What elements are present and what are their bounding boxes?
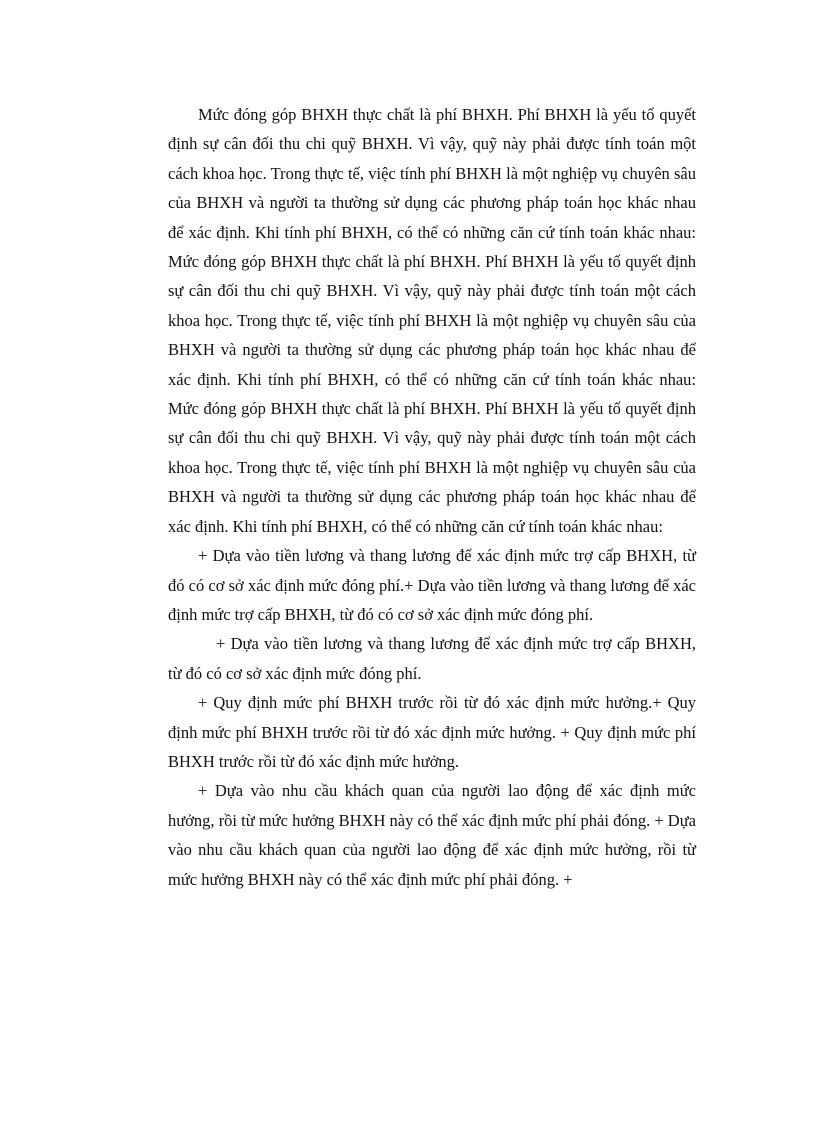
paragraph-salary-basis-repeat: + Dựa vào tiền lương và thang lương để xác định mức trợ cấp BHXH, từ đó có cơ sở xác định mức đóng phí. [168, 634, 696, 683]
document-body [168, 100, 696, 894]
paragraph-salary-basis: + Dựa vào tiền lương và thang lương để xác định mức trợ cấp BHXH, từ đó có cơ sở xác định mức đóng phí.+ Dựa vào tiền lương và thang lương để xác định mức trợ cấp BHXH, từ đó có cơ sở xác định mức đóng phí. [168, 546, 696, 624]
paragraph-intro: Mức đóng góp BHXH thực chất là phí BHXH. Phí BHXH là yếu tố quyết định sự cân đối thu chi quỹ BHXH. Vì vậy, quỹ này phải được tính toán một cách khoa học. Trong thực tế, việc tính phí BHXH là một nghiệp vụ chuyên sâu của BHXH và người ta thường sử dụng các phương pháp toán học khác nhau để xác định. Khi tính phí BHXH, có thể có những căn cứ tính toán khác nhau: Mức đóng góp BHXH thực chất là phí BHXH. Phí BHXH là yếu tố quyết định sự cân đối thu chi quỹ BHXH. Vì vậy, quỹ này phải được tính toán một cách khoa học. Trong thực tế, việc tính phí BHXH là một nghiệp vụ chuyên sâu của BHXH và người ta thường sử dụng các phương pháp toán học khác nhau để xác định. Khi tính phí BHXH, có thể có những căn cứ tính toán khác nhau: Mức đóng góp BHXH thực chất là phí BHXH. Phí BHXH là yếu tố quyết định sự cân đối thu chi quỹ BHXH. Vì vậy, quỹ này phải được tính toán một cách khoa học. Trong thực tế, việc tính phí BHXH là một nghiệp vụ chuyên sâu của BHXH và người ta thường sử dụng các phương pháp toán học khác nhau để xác định. Khi tính phí BHXH, có thể có những căn cứ tính toán khác nhau: [168, 105, 696, 536]
paragraph-needs-basis: + Dựa vào nhu cầu khách quan của người lao động để xác định mức hưởng, rồi từ mức hưởng BHXH này có thể xác định mức phí phải đóng. + Dựa vào nhu cầu khách quan của người lao động để xác định mức hưởng, rồi từ mức hưởng BHXH này có thể xác định mức phí phải đóng. + [168, 781, 696, 889]
paragraph-fee-first: + Quy định mức phí BHXH trước rồi từ đó xác định mức hưởng.+ Quy định mức phí BHXH trước rồi từ đó xác định mức hưởng. + Quy định mức phí BHXH trước rồi từ đó xác định mức hưởng. [168, 693, 696, 771]
